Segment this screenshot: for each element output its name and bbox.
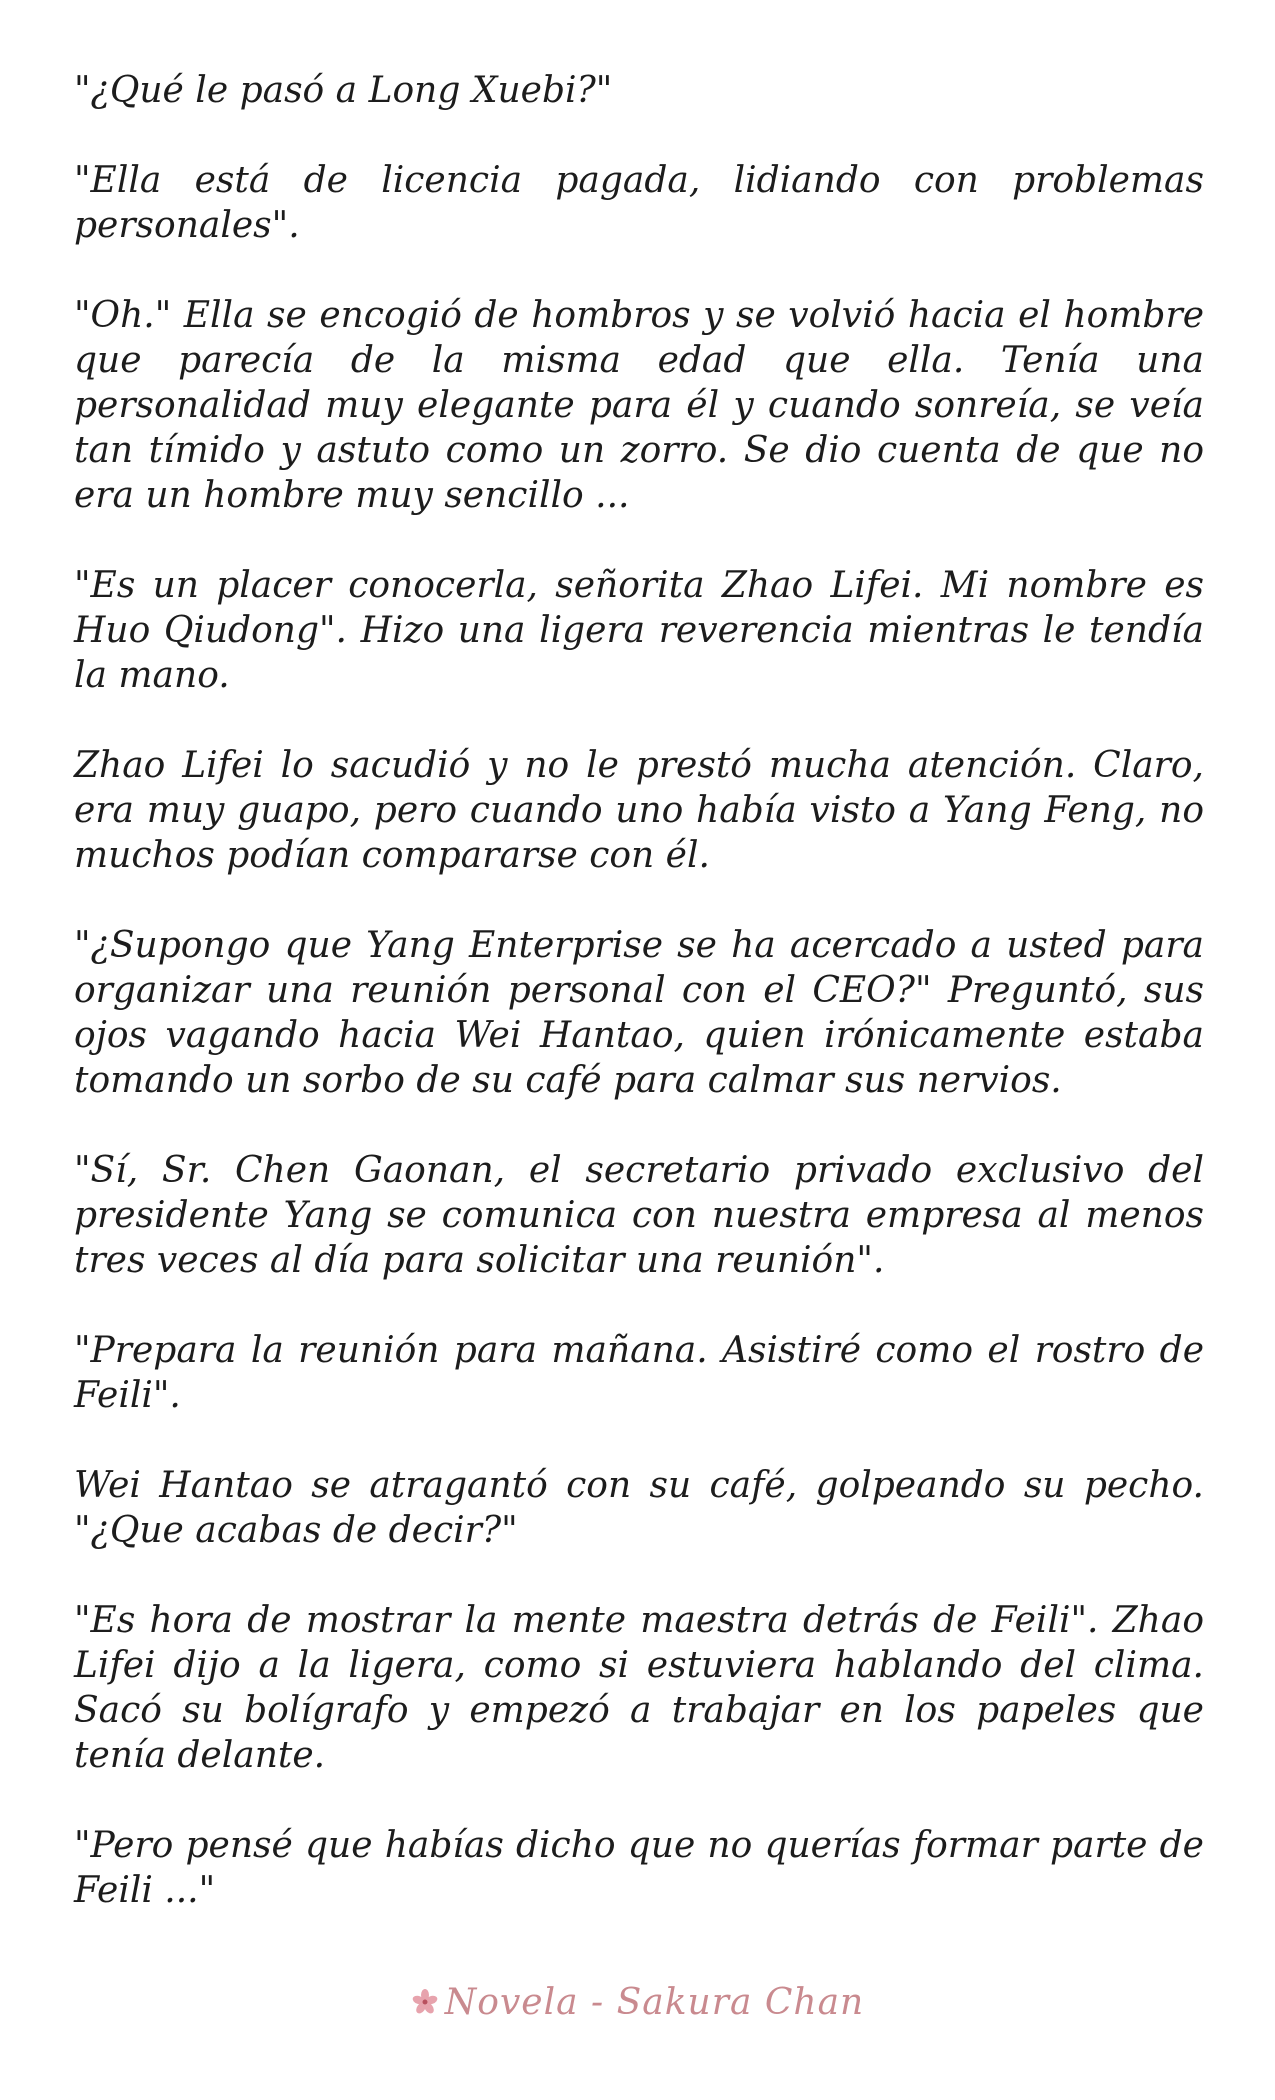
paragraph: "Es un placer conocerla, señorita Zhao Lifei. Mi nombre es Huo Qiudong". Hizo una ligera reverencia mientras le tendía la mano. <box>74 565 1204 696</box>
paragraph: "Prepara la reunión para mañana. Asistiré como el rostro de Feili". <box>74 1330 1204 1416</box>
paragraph: Wei Hantao se atragantó con su café, golpeando su pecho. "¿Que acabas de decir?" <box>74 1465 1204 1551</box>
watermark-text: Novela - Sakura Chan <box>444 1982 865 2023</box>
document-body <box>74 68 1204 1913</box>
sakura-flower-icon <box>411 1988 439 2016</box>
paragraph: "Pero pensé que habías dicho que no querías formar parte de Feili ..." <box>74 1825 1204 1911</box>
paragraph: "Sí, Sr. Chen Gaonan, el secretario privado exclusivo del presidente Yang se comunica con nuestra empresa al menos tres veces al día para solicitar una reunión". <box>74 1150 1204 1281</box>
paragraph: "¿Qué le pasó a Long Xuebi?" <box>74 70 613 111</box>
paragraph: "Es hora de mostrar la mente maestra detrás de Feili". Zhao Lifei dijo a la ligera, como si estuviera hablando del clima. Sacó su bolígrafo y empezó a trabajar en los papeles que tenía delante. <box>74 1600 1204 1776</box>
paragraph: "¿Supongo que Yang Enterprise se ha acercado a usted para organizar una reunión personal con el CEO?" Preguntó, sus ojos vagando hacia Wei Hantao, quien irónicamente estaba tomando un sorbo de su café para calmar sus nervios. <box>74 925 1204 1101</box>
paragraph: "Ella está de licencia pagada, lidiando con problemas personales". <box>74 160 1204 246</box>
watermark <box>0 1982 1275 2023</box>
paragraph: "Oh." Ella se encogió de hombros y se volvió hacia el hombre que parecía de la misma edad que ella. Tenía una personalidad muy elegante para él y cuando sonreía, se veía tan tímido y astuto como un zorro. Se dio cuenta de que no era un hombre muy sencillo ... <box>74 295 1204 516</box>
paragraph: Zhao Lifei lo sacudió y no le prestó mucha atención. Claro, era muy guapo, pero cuando uno había visto a Yang Feng, no muchos podían compararse con él. <box>74 745 1204 876</box>
